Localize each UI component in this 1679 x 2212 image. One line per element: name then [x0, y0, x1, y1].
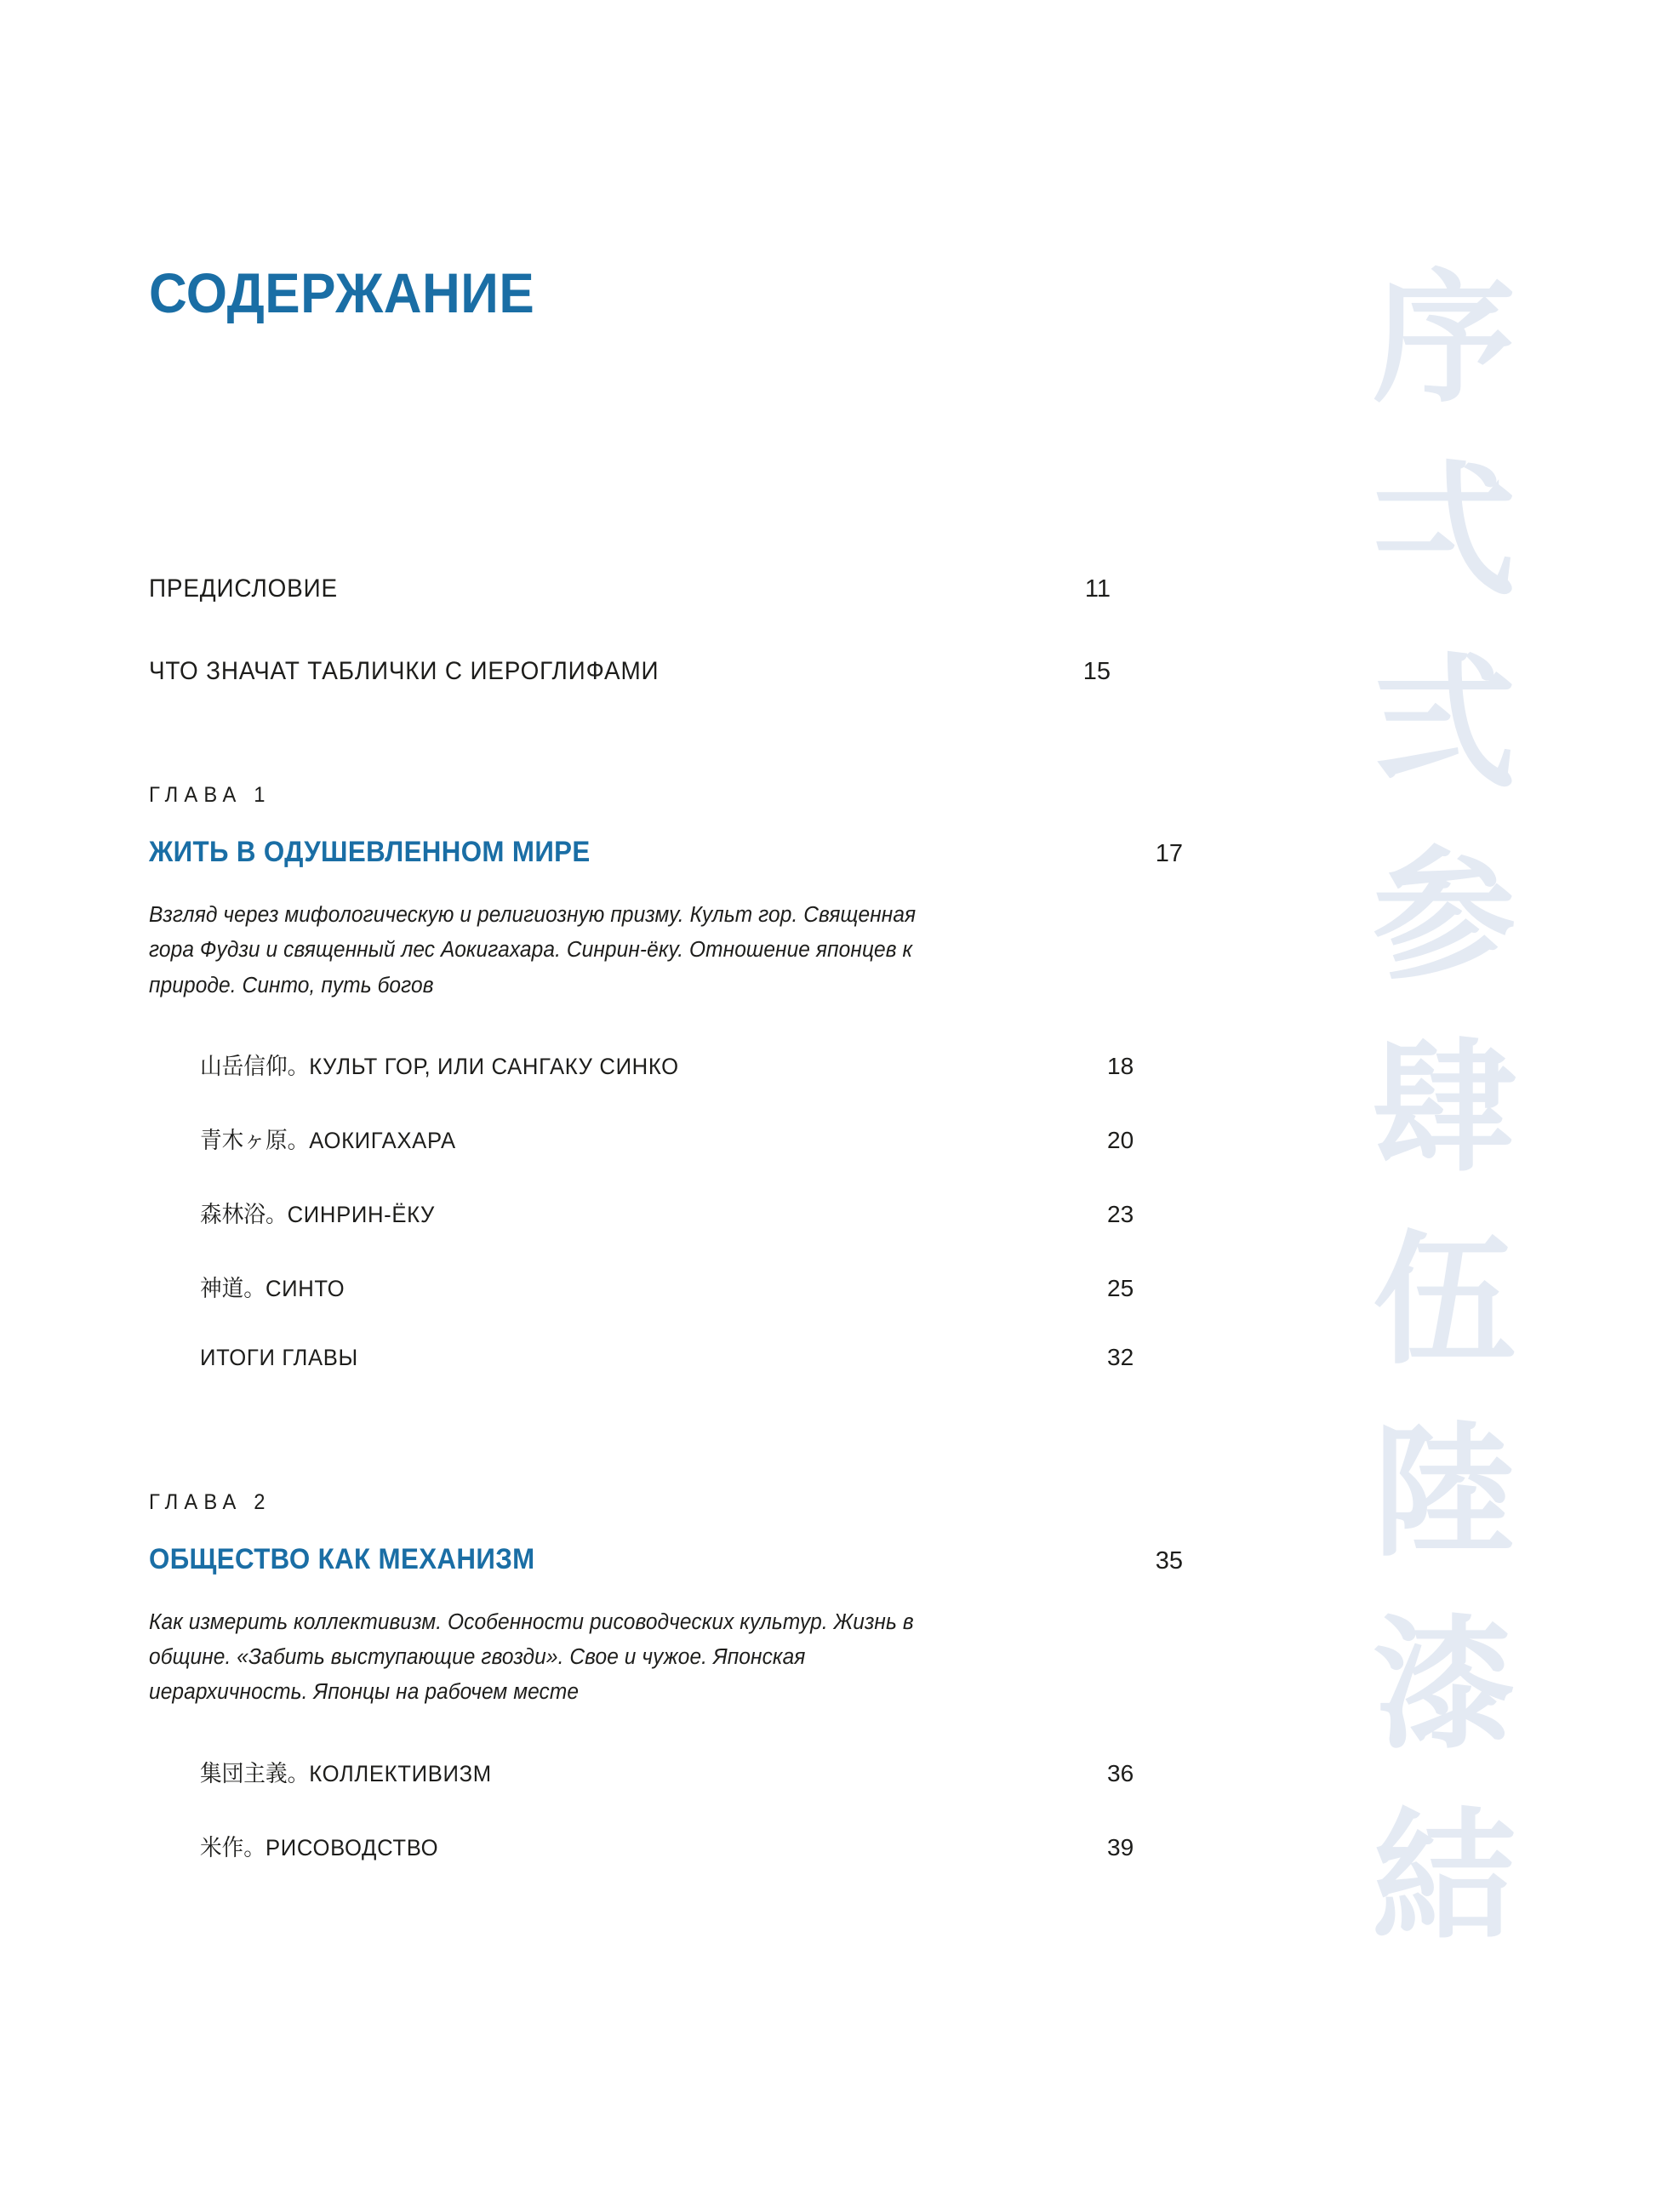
section-kanji: 集団主義。: [200, 1760, 310, 1787]
front-matter-entry-page-number: 15: [1082, 658, 1111, 685]
kanji-glyph: 弌: [1373, 447, 1516, 614]
section-entry-label: [200, 1196, 435, 1229]
chapter-title: ОБЩЕСТВО КАК МЕХАНИЗМ: [149, 1542, 535, 1575]
section-title: КОЛЛЕКТИВИЗМ: [309, 1760, 492, 1786]
section-kanji: 神道。: [200, 1275, 266, 1302]
kanji-glyph: 弍: [1373, 639, 1516, 807]
chapter-section-list: [149, 1755, 1183, 1862]
section-entry-label: [200, 1122, 456, 1155]
section-entry-page-number: 18: [1107, 1052, 1134, 1079]
section-kanji: 米作。: [200, 1834, 266, 1861]
section-title: ИТОГИ ГЛАВЫ: [200, 1344, 358, 1370]
kanji-glyph: 漆: [1373, 1601, 1516, 1769]
kanji-glyph: 結: [1373, 1793, 1516, 1961]
section-entry-label: [200, 1345, 358, 1371]
chapter-description: Как измерить коллективизм. Особенности рисоводческих культур. Жизнь в общине. «Забить выступающие гвозди». Свое и чужое. Японская иерархичность. Японцы на рабочем месте: [149, 1609, 914, 1705]
kanji-glyph: 参: [1373, 832, 1516, 999]
section-entry-page-number: 39: [1107, 1833, 1134, 1860]
page-title: СОДЕРЖАНИЕ: [149, 261, 535, 324]
section-entry-label: [200, 1829, 438, 1862]
section-title: СИНРИН-ЁКУ: [287, 1201, 435, 1227]
front-matter-entry-label: [149, 574, 338, 603]
section-entry[interactable]: [200, 1122, 1134, 1155]
section-entry[interactable]: [200, 1344, 1134, 1371]
section-kanji: 山岳信仰。: [200, 1053, 310, 1080]
front-matter-entry[interactable]: [149, 574, 1111, 603]
section-entry-page-number: 36: [1107, 1759, 1134, 1786]
chapter-kicker: ГЛАВА 1: [149, 783, 271, 807]
section-entry-page-number: 32: [1107, 1343, 1134, 1370]
section-entry-label: [200, 1048, 679, 1081]
section-entry-page-number: 25: [1107, 1274, 1134, 1301]
section-entry[interactable]: [200, 1270, 1134, 1303]
section-entry-label: [200, 1755, 492, 1788]
section-title: АОКИГАХАРА: [309, 1127, 456, 1153]
section-kanji: 青木ヶ原。: [200, 1127, 310, 1154]
chapter-list: [149, 783, 1183, 1862]
front-matter-entry-page-number: 11: [1084, 575, 1111, 603]
front-matter-entry-text: ПРЕДИСЛОВИЕ: [149, 574, 338, 603]
chapter-page-number: 17: [1155, 840, 1183, 867]
section-entry-label: [200, 1270, 345, 1303]
section-kanji: 森林浴。: [200, 1201, 288, 1228]
section-title: СИНТО: [265, 1275, 346, 1301]
chapter: [149, 783, 1183, 1371]
section-entry[interactable]: [200, 1829, 1134, 1862]
section-title: РИСОВОДСТВО: [265, 1834, 439, 1860]
kanji-glyph: 伍: [1373, 1216, 1516, 1384]
kanji-glyph: 肆: [1373, 1024, 1516, 1192]
chapter-kicker: ГЛАВА 2: [149, 1489, 271, 1514]
front-matter-entry[interactable]: [149, 657, 1111, 686]
chapter-entry[interactable]: [149, 836, 1183, 869]
kanji-glyph: 陸: [1373, 1409, 1516, 1576]
decorative-kanji-column: [1359, 243, 1529, 1975]
section-entry[interactable]: [200, 1755, 1134, 1788]
section-entry-page-number: 20: [1107, 1126, 1134, 1153]
chapter-entry[interactable]: [149, 1543, 1183, 1576]
front-matter-entry-label: [149, 657, 659, 686]
chapter-description: Взгляд через мифологическую и религиозную призму. Культ гор. Священная гора Фудзи и священный лес Аокигахара. Синрин-ёку. Отношение японцев к природе. Синто, путь богов: [149, 903, 917, 997]
section-entry[interactable]: [200, 1196, 1134, 1229]
front-matter-list: [149, 574, 1183, 686]
chapter-section-list: [149, 1048, 1183, 1371]
chapter-page-number: 35: [1155, 1546, 1183, 1575]
kanji-glyph: 序: [1373, 255, 1516, 422]
section-entry-page-number: 23: [1107, 1200, 1134, 1227]
section-entry[interactable]: [200, 1048, 1134, 1081]
chapter: [149, 1490, 1183, 1862]
section-title: КУЛЬТ ГОР, ИЛИ САНГАКУ СИНКО: [309, 1053, 679, 1079]
front-matter-entry-text: ЧТО ЗНАЧАТ ТАБЛИЧКИ С ИЕРОГЛИФАМИ: [149, 657, 660, 685]
chapter-title: ЖИТЬ В ОДУШЕВЛЕННОМ МИРЕ: [149, 836, 591, 868]
